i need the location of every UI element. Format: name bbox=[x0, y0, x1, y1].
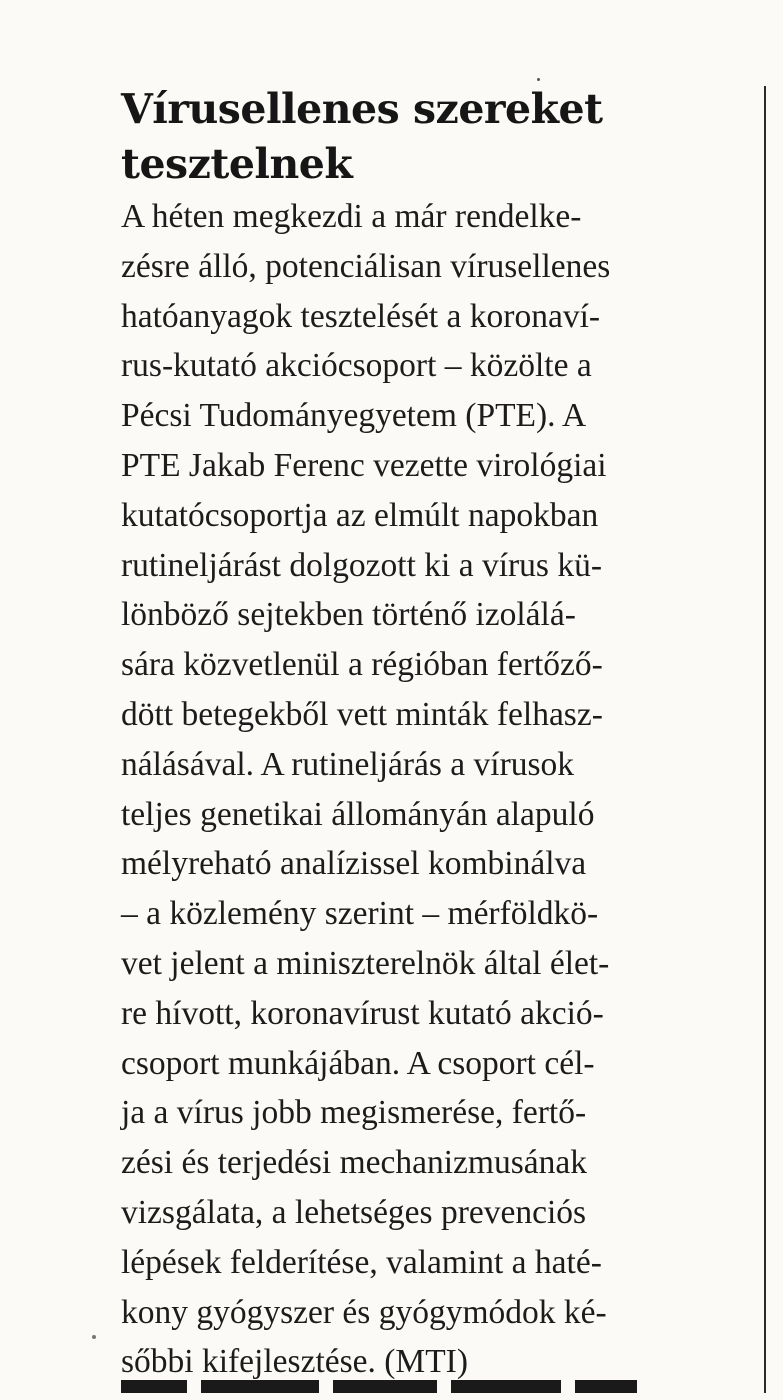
article-headline bbox=[121, 82, 751, 192]
body-line: hatóanyagok tesztelését a koronaví- bbox=[121, 297, 601, 335]
body-line: zésre álló, potenciálisan vírusellenes bbox=[121, 247, 611, 285]
cropped-glyph-block bbox=[575, 1380, 637, 1393]
cropped-glyph-block bbox=[451, 1380, 561, 1393]
body-line: dött betegekből vett minták felhasz- bbox=[121, 695, 603, 733]
body-line: A héten megkezdi a már rendelke- bbox=[121, 198, 582, 235]
body-line: lépések felderítése, valamint a haté- bbox=[121, 1243, 602, 1281]
body-line: mélyreható analízissel kombinálva bbox=[121, 845, 587, 883]
body-line: lönböző sejtekben történő izolálá- bbox=[121, 596, 576, 634]
body-line: sára közvetlenül a régióban fertőző- bbox=[121, 646, 603, 684]
print-speck bbox=[537, 78, 540, 81]
body-line: zési és terjedési mechanizmusának bbox=[121, 1144, 588, 1182]
news-article bbox=[121, 82, 751, 1387]
body-line: kutatócsoportja az elmúlt napokban bbox=[121, 496, 599, 534]
article-body bbox=[121, 192, 751, 1387]
body-line: rutineljárást dolgozott ki a vírus kü- bbox=[121, 546, 602, 584]
body-line: kony gyógyszer és gyógymódok ké- bbox=[121, 1293, 607, 1331]
body-line: ja a vírus jobb megismerése, fertő- bbox=[121, 1094, 587, 1132]
body-line: rus-kutató akciócsoport – közölte a bbox=[121, 347, 592, 385]
next-article-headline-fragment bbox=[121, 1380, 741, 1400]
body-line: Pécsi Tudományegyetem (PTE). A bbox=[121, 397, 587, 435]
body-line: sőbbi kifejlesztése. (MTI) bbox=[121, 1343, 468, 1381]
cropped-glyph-block bbox=[201, 1380, 319, 1393]
body-line: PTE Jakab Ferenc vezette virológiai bbox=[121, 446, 607, 484]
body-line: nálásával. A rutineljárás a vírusok bbox=[121, 745, 575, 783]
body-line: csoport munkájában. A csoport cél- bbox=[121, 1044, 595, 1082]
body-line: vet jelent a miniszterelnök által élet- bbox=[121, 944, 610, 982]
body-line: re hívott, koronavírust kutató akció- bbox=[121, 994, 604, 1032]
body-line: vizsgálata, a lehetséges prevenciós bbox=[121, 1193, 587, 1231]
body-line: – a közlemény szerint – mérföldkö- bbox=[121, 895, 599, 933]
column-divider bbox=[764, 86, 766, 1393]
body-line: teljes genetikai állományán alapuló bbox=[121, 795, 595, 833]
headline-line: Vírusellenes szereket bbox=[121, 85, 603, 133]
headline-line: tesztelnek bbox=[121, 140, 353, 188]
cropped-glyph-block bbox=[333, 1380, 437, 1393]
print-speck bbox=[92, 1335, 96, 1339]
cropped-glyph-block bbox=[121, 1380, 187, 1393]
